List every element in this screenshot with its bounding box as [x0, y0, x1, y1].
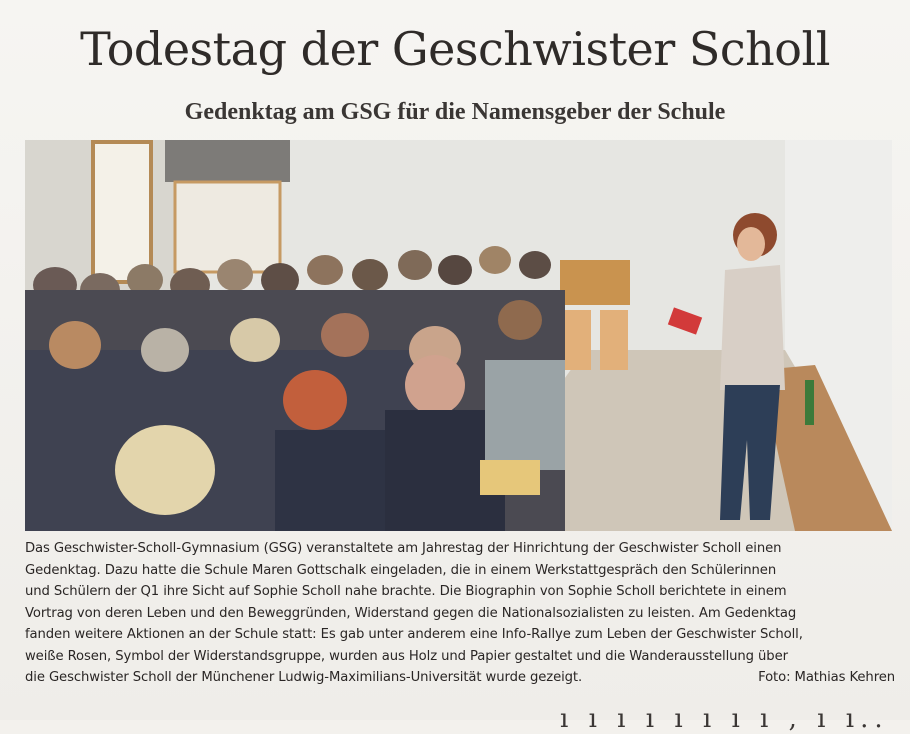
photo-chair: [563, 310, 591, 370]
headline: Todestag der Geschwister Scholl: [80, 22, 830, 76]
subheadline: Gedenktag am GSG für die Namensgeber der Schule: [184, 99, 726, 125]
photo-bottle: [805, 380, 814, 425]
caption-line: Vortrag von deren Leben und den Beweggründen, Widerstand gegen die Nationalsozialisten zu leisten. Am Gedenktag: [25, 605, 797, 621]
photo-window-left: [93, 142, 151, 282]
photo-caption: [25, 538, 895, 689]
photo-window-dark: [165, 140, 290, 182]
photo-cabinet: [560, 260, 630, 305]
caption-line: die Geschwister Scholl der Münchener Ludwig-Maximilians-Universität wurde gezeigt.: [25, 670, 583, 685]
photo-illustration: [25, 140, 892, 531]
caption-line: fanden weitere Aktionen an der Schule statt: Es gab unter anderem eine Info-Rallye zum Leben der Geschwister Scholl,: [25, 627, 803, 642]
caption-last-line: [25, 667, 895, 689]
caption-line: und Schülern der Q1 ihre Sicht auf Sophie Scholl nahe brachte. Die Biographin von Sophie Scholl berichtete in einem: [25, 584, 787, 599]
photo-window-frame: [175, 182, 280, 272]
photo-credit: Foto: Mathias Kehren: [758, 670, 895, 685]
article-photo: [25, 140, 892, 531]
next-article-fragment: ı ı ı ı ı ı ı ı , ı ı..: [560, 704, 889, 734]
caption-line: weiße Rosen, Symbol der Widerstandsgruppe, wurden aus Holz und Papier gestaltet und die Wanderausstellung über: [25, 648, 788, 664]
caption-line: Das Geschwister-Scholl-Gymnasium (GSG) veranstaltete am Jahrestag der Hinrichtung der Geschwister Scholl einen: [25, 541, 782, 556]
photo-chair: [600, 310, 628, 370]
caption-line: Gedenktag. Dazu hatte die Schule Maren Gottschalk eingeladen, die in einem Werkstattgespräch den Schülerinnen: [25, 562, 777, 578]
